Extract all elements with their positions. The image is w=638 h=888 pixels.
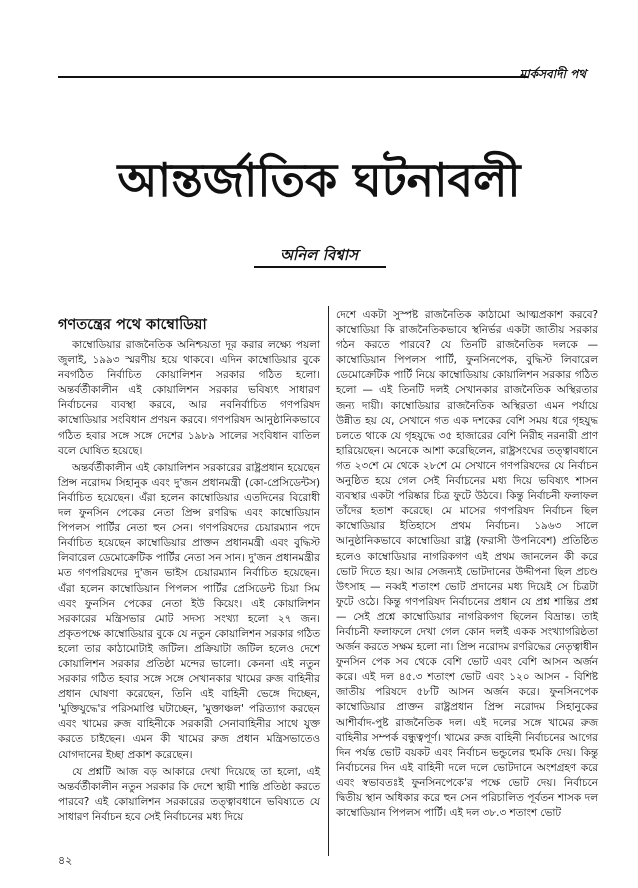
- left-column: [58, 316, 320, 827]
- author-name: অনিল বিশ্বাস: [279, 246, 359, 264]
- paragraph: অন্তর্বর্তীকালীন এই কোয়ালিশন সরকারের রাষ্ট্রপ্রধান হয়েছেন প্রিন্স নরোদম সিহানুক এবং দু'জন প্রধানমন্ত্রী (কো-প্রেসিডেন্টস) নির্বাচিত হয়েছেন। এঁরা হলেন কাম্বোডিয়ার এতদিনের বিরোধী দল ফুনসিন পেকের নেতা প্রিন্স রণরিদ্ধ এবং কাম্বোডিয়ান পিপলস পার্টির নেতা হুন সেন। গণপরিষদের চেয়ারম্যান পদে নির্বাচিত হয়েছেন কাম্বোডিয়ার প্রাক্তন প্রধানমন্ত্রী এবং বুদ্ধিস্ট লিবারেল ডেমোক্রেটিক পার্টির নেতা সন সান। দু'জন প্রধানমন্ত্রীর মত গণপরিষদের দু'জন ভাইস চেয়ারম্যান নির্বাচিত হয়েছেন। এঁরা হলেন কাম্বোডিয়ান পিপলস পার্টির প্রেসিডেন্ট চিয়া সিম এবং ফুনসিন পেকের নেতা ইউ কিয়েং। এই কোয়ালিশন সরকারের মন্ত্রিসভার মোট সদস্য সংখ্যা হলো ২৭ জন। প্রকৃতপক্ষে কাম্বোডিয়ার বুকে যে নতুন কোয়ালিশন সরকার গঠিত হলো তার কাঠামোটাই জটিল। প্রক্রিয়াটা জটিল হলেও দেশে কোয়ালিশন সরকার প্রতিষ্ঠা মন্দের ভালো। কেননা এই নতুন সরকার গঠিত হবার সঙ্গে সঙ্গে সেখানকার খামের রুজ বাহিনীর প্রধান ঘোষণা করেছেন, তিনি এই বাহিনী ভেঙ্গে দিচ্ছেন, 'মুক্তিযুদ্ধে'র পরিসমাপ্তি ঘটাচ্ছেন, 'মুক্তাঞ্চল' পরিত্যাগ করছেন এবং খামের রুজ বাহিনীকে সরকারী সেনাবাহিনীর সাথে যুক্ত করতে চাইছেন। এমন কী খামের রুজ প্রধান মন্ত্রিসভাতেও যোগদানের ইচ্ছা প্রকাশ করেছেন।: [58, 461, 320, 761]
- header-rule: [58, 76, 528, 78]
- author-underline: [254, 266, 386, 268]
- column-divider: [328, 306, 329, 856]
- right-column: [336, 308, 598, 823]
- page-number: ৪২: [58, 854, 73, 867]
- paragraph: কাম্বোডিয়ার রাজনৈতিক অনিশ্চয়তা দূর করার লক্ষ্যে পয়লা জুলাই, ১৯৯৩ স্মরণীয় হয়ে থাকবে। এদিন কাম্বোডিয়ার বুকে নবগঠিত নির্বাচিত কোয়ালিশন সরকার গঠিত হলো। অন্তর্বর্তীকালীন এই কোয়ালিশন সরকার ভবিষ্যৎ সাধারণ নির্বাচনের ব্যবস্থা করবে, আর নবনির্বাচিত গণপরিষদ কাম্বোডিয়ার সংবিধান প্রণয়ন করবে। গণপরিষদ আনুষ্ঠানিকভাবে গঠিত হবার সঙ্গে সঙ্গে দেশের ১৯৮৯ সালের সংবিধান বাতিল বলে ঘোষিত হয়েছে।: [58, 339, 320, 457]
- paragraph: দেশে একটা সুস্পষ্ট রাজনৈতিক কাঠামো আত্মপ্রকাশ করবে? কাম্বোডিয়া কি রাজনৈতিকভাবে স্থনির্ভর একটা জাতীয় সরকার গঠন করতে পারবে? যে তিনটি রাজনৈতিক দলকে — কাম্বোডিয়ান পিপলস পার্টি, ফুনসিনপেক, বুদ্ধিস্ট লিবারেল ডেমোক্রেটিক পার্টি নিয়ে কাম্বোডিয়ায় কোয়ালিশন সরকার গঠিত হলো — এই তিনটি দলই সেখানকার রাজনৈতিক অস্থিরতার জন্য দায়ী। কাম্বোডিয়ার রাজনৈতিক অস্থিরতা এমন পর্যায়ে উন্নীত হয় যে, সেখানে গত এক দশকের বেশি সময় ধরে গৃহযুদ্ধ চলতে থাকে যে গৃহযুদ্ধে ৩৫ হাজারের বেশি নিরীহ নরনারী প্রাণ হারিয়েছেন। অনেকে আশা করেছিলেন, রাষ্ট্রসংঘের তত্ত্বাবধানে গত ২৩শে মে থেকে ২৮শে মে সেখানে গণপরিষদের যে নির্বাচন অনুষ্ঠিত হয়ে গেল সেই নির্বাচনের মধ্য দিয়ে ভবিষ্যৎ শাসন ব্যবস্থার একটা পরিষ্কার চিত্র ফুটে উঠবে। কিন্তু নির্বাচনী ফলাফল তাঁদের হতাশ করেছে। মে মাসের গণপরিষদ নির্বাচন ছিল কাম্বোডিয়ার ইতিহাসে প্রথম নির্বাচন। ১৯৬৩ সালে আনুষ্ঠানিকভাবে কাম্বোডিয়া রাষ্ট্র (ফরাসী উপনিবেশ) প্রতিষ্ঠিত হলেও কাম্বোডিয়ার নাগরিকগণ এই প্রথম জানলেন কী করে ভোট দিতে হয়। আর সেজন্যই ভোটদানের উদ্দীপনা ছিল প্রচণ্ড উৎসাহ — নব্বই শতাংশ ভোট প্রদানের মধ্য দিয়েই সে চিত্রটা ফুটে ওঠে। কিন্তু গণপরিষদ নির্বাচনের প্রধান যে প্রশ্ন শান্তির প্রশ্ন — সেই প্রশ্নে কাম্বোডিয়ার নাগরিকগণ ছিলেন বিভ্রান্ত। তাই নির্বাচনী ফলাফলে দেখা গেল কোন দলই একক সংখ্যাগরিষ্ঠতা অর্জন করতে সক্ষম হলো না। প্রিন্স নরোদম রণরিদ্ধের নেতৃত্বাধীন ফুনসিন পেক সব থেকে বেশি ভোট এবং বেশি আসন অর্জন করে। এই দল ৪৫.৩ শতাংশ ভোট এবং ১২০ আসন - বিশিষ্ট জাতীয় পরিষদে ৫৮টি আসন অর্জন করে। ফুনসিনপেক কাম্বোডিয়ার প্রাক্তন রাষ্ট্রপ্রধান প্রিন্স নরোদম সিহানুকের আশীর্বাদ-পুষ্ট রাজনৈতিক দল। এই দলের সঙ্গে খামের রুজ বাহিনীর সম্পর্ক বন্ধুত্বপূর্ণ। খামের রুজ বাহিনী নির্বাচনের আগের দিন পর্যন্ত ভোট বয়কট এবং নির্বাচন ভন্ডুলের হুমকি দেয়। কিন্তু নির্বাচনের দিন এই বাহিনী দলে দলে ভোটদানে অংশগ্রহণ করে এবং স্বভাবতঃই ফুনসিনপেকে'র পক্ষে ভোট দেয়। নির্বাচনে দ্বিতীয় স্থান অধিকার করে হুন সেন পরিচালিত পূর্বতন শাসক দল কাম্বোডিয়ান পিপলস পার্টি। এই দল ৩৮.৩ শতাংশ ভোট: [336, 309, 598, 820]
- paragraph: যে প্রশ্নটি আজ বড় আকারে দেখা দিয়েছে তা হলো, এই অন্তর্বর্তীকালীন নতুন সরকার কি দেশে স্থায়ী শান্তি প্রতিষ্ঠা করতে পারবে? এই কোয়ালিশন সরকারের তত্ত্বাবধানে ভবিষ্যতে যে সাধারণ নির্বাচন হবে সেই নির্বাচনের মধ্য দিয়ে: [58, 765, 320, 823]
- journal-name: মার্কসবাদী পথ: [519, 67, 586, 81]
- article-title: আন্তর্জাতিক ঘটনাবলী: [117, 153, 521, 207]
- section-heading: গণতন্ত্রের পথে কাম্বোডিয়া: [58, 317, 207, 333]
